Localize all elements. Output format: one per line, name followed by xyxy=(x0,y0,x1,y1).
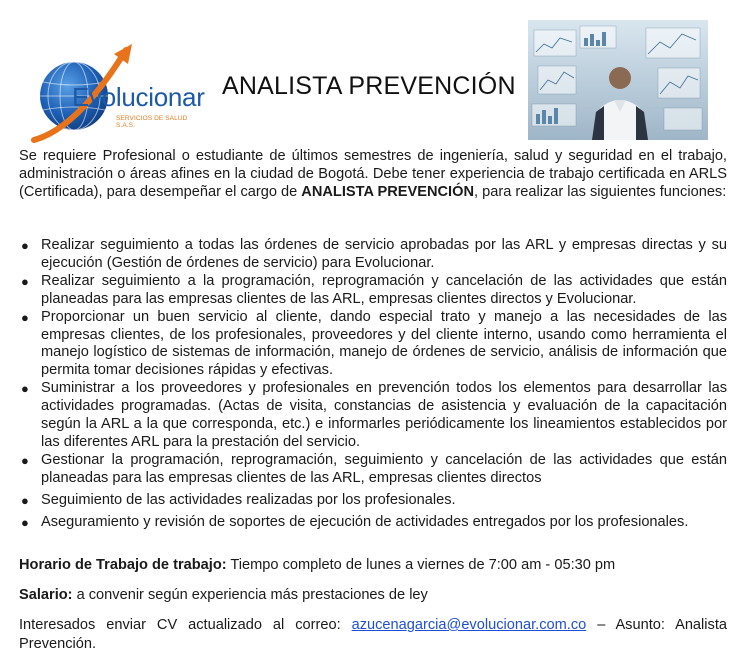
bullet-icon: ● xyxy=(21,273,29,289)
intro-role-name: ANALISTA PREVENCIÓN xyxy=(301,184,474,200)
salary-line xyxy=(19,586,727,604)
list-item: ● Realizar seguimiento a todas las órdenes de servicio aprobadas por las ARL y empresas directas y su ejecución (Gestión de órdenes de servicio) para Evolucionar. xyxy=(21,237,727,271)
page-title: ANALISTA PREVENCIÓN xyxy=(222,72,516,100)
bullet-icon: ● xyxy=(21,381,29,397)
bullet-icon: ● xyxy=(21,492,29,508)
list-item: ● Proporcionar un buen servicio al cliente, dando especial trato y manejo a las necesidades de las empresas clientes, de los profesionales, proveedores y del cliente interno, usando como herramienta el manejo logístico de sistemas de información, manejo de órdenes de servicio, análisis de información que permita tomar decisiones rápidas y efectivas. xyxy=(21,308,727,379)
list-item: ● Seguimiento de las actividades realizadas por los profesionales. xyxy=(21,491,456,508)
header-photo xyxy=(528,20,708,140)
intro-text-end: , para realizar las siguientes funciones: xyxy=(474,184,727,200)
header xyxy=(0,0,745,145)
logo-wordmark: Evolucionar xyxy=(72,82,205,112)
bullet-icon: ● xyxy=(21,514,29,530)
list-item: ● Suministrar a los proveedores y profesionales en prevención todos los elementos para desarrollar las actividades programadas. (Actas de visita, constancias de asistencia y evaluación de la capacitación según la ARL a la que corresponda, etc.) e informarles periódicamente los lineamientos establecidos por las diferentes ARL para la prestación del servicio. xyxy=(21,380,727,450)
schedule-value: Tiempo completo de lunes a viernes de 7:00 am - 05:30 pm xyxy=(226,557,616,573)
schedule-label: Horario de Trabajo de trabajo: xyxy=(19,557,227,573)
business-analytics-image xyxy=(528,20,708,140)
logo-subtitle: SERVICIOS DE SALUD S.A.S. xyxy=(116,115,188,129)
salary-label: Salario: xyxy=(19,587,73,603)
schedule-line xyxy=(19,556,727,574)
contact-suffix: – Asunto: Analista Prevención. xyxy=(19,617,727,652)
list-item: ● Realizar seguimiento a la programación, reprogramación y cancelación de las actividades que están planeadas para las empresas clientes de las ARL, empresas clientes directos y Evolucionar. xyxy=(21,272,727,307)
company-logo xyxy=(28,44,206,144)
list-item: ● Gestionar la programación, reprogramación, seguimiento y cancelación de las actividades que están planeadas para las empresas clientes de las ARL, empresas clientes directos xyxy=(21,451,727,486)
intro-text: Se requiere Profesional o estudiante de últimos semestres de ingeniería, salud y seguridad en el trabajo, administración o áreas afines en la ciudad de Bogotá. Debe tener experiencia de trabajo certificada en ARLS (Certificada), para desempeñar el cargo de xyxy=(19,148,727,200)
salary-value: a convenir según experiencia más prestaciones de ley xyxy=(72,587,428,603)
contact-paragraph xyxy=(19,616,727,653)
bullet-icon: ● xyxy=(21,238,29,253)
bullet-icon: ● xyxy=(21,452,29,468)
contact-prefix: Interesados enviar CV actualizado al correo: xyxy=(19,617,352,633)
intro-paragraph xyxy=(19,147,727,201)
email-link[interactable]: azucenagarcia@evolucionar.com.co xyxy=(351,617,587,633)
bullet-icon: ● xyxy=(21,309,29,325)
list-item: ● Aseguramiento y revisión de soportes de ejecución de actividades entregados por los profesionales. xyxy=(21,513,689,530)
functions-list xyxy=(19,237,727,532)
